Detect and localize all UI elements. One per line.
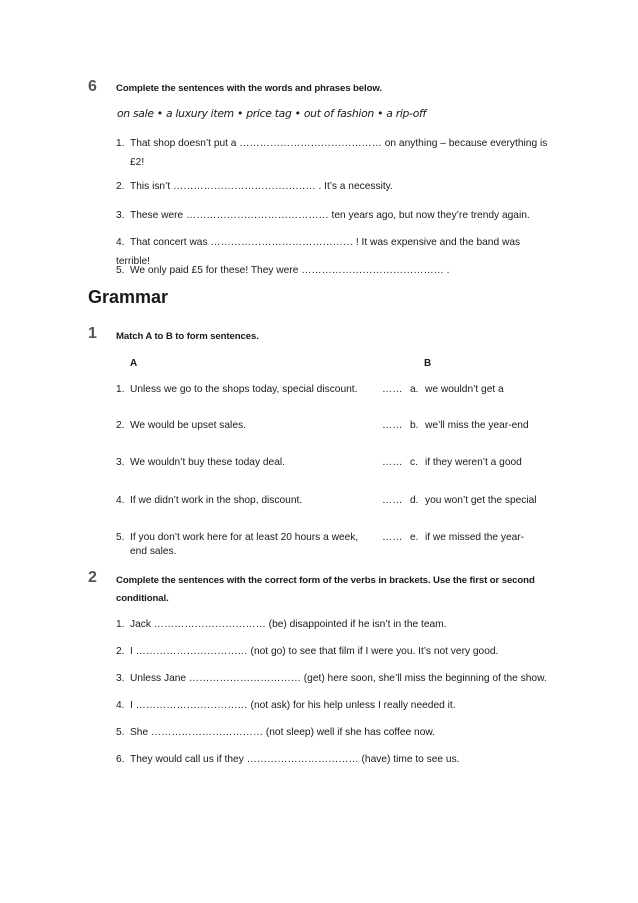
list-item xyxy=(116,669,556,688)
list-item xyxy=(116,206,556,225)
clause-b: if they weren’t a good xyxy=(425,457,522,468)
clause-a: If we didn’t work in the shop, discount. xyxy=(130,495,303,506)
column-header-a: A xyxy=(130,358,138,369)
item-number: 1. xyxy=(116,619,125,630)
clause-b: if we missed the year- xyxy=(425,532,525,543)
item-number: 2. xyxy=(116,420,125,431)
item-text: These were …………………………………… ten years ago, but now they’re trendy again. xyxy=(130,210,530,221)
answer-blank: …… xyxy=(382,495,403,506)
answer-blank: …… xyxy=(382,384,403,395)
option-letter: a. xyxy=(410,384,419,395)
clause-b: we’ll miss the year-end xyxy=(425,420,529,431)
answer-blank: …… xyxy=(382,457,403,468)
item-text: They would call us if they …………………………… (have) time to see us. xyxy=(130,754,460,765)
column-header-b: B xyxy=(424,358,432,369)
item-number: 1. xyxy=(116,138,125,149)
item-text: We only paid £5 for these! They were …………………………………… . xyxy=(130,265,450,276)
item-number: 2. xyxy=(116,181,125,192)
item-text: I …………………………… (not go) to see that film if I were you. It’s not very good. xyxy=(130,646,499,657)
item-text: That shop doesn’t put a …………………………………… on anything – because everything is xyxy=(130,138,548,149)
list-item xyxy=(116,177,556,196)
option-letter: e. xyxy=(410,532,419,543)
list-item xyxy=(116,723,556,742)
list-item xyxy=(116,615,556,634)
option-letter: d. xyxy=(410,495,419,506)
list-item xyxy=(116,134,556,172)
exercise-instruction: Match A to B to form sentences. xyxy=(116,331,259,342)
exercise-number: 1 xyxy=(88,325,97,342)
match-row xyxy=(116,531,556,565)
clause-b: you won’t get the special xyxy=(425,495,537,506)
item-number: 2. xyxy=(116,646,125,657)
list-item xyxy=(116,696,556,715)
item-text: Jack …………………………… (be) disappointed if he isn’t in the team. xyxy=(130,619,447,630)
item-text-continuation: £2! xyxy=(130,157,145,168)
list-item xyxy=(116,750,556,769)
item-number: 3. xyxy=(116,210,125,221)
answer-blank: …… xyxy=(382,532,403,543)
clause-b: we wouldn’t get a xyxy=(425,384,504,395)
item-number: 1. xyxy=(116,384,125,395)
match-row xyxy=(116,383,556,417)
item-number: 5. xyxy=(116,265,125,276)
clause-a: We would be upset sales. xyxy=(130,420,246,431)
answer-blank: …… xyxy=(382,420,403,431)
item-text: Unless Jane …………………………… (get) here soon, she’ll miss the beginning of the show. xyxy=(130,673,547,684)
match-row xyxy=(116,494,556,528)
exercise-number: 6 xyxy=(88,78,97,95)
section-heading: Grammar xyxy=(88,287,169,307)
item-number: 6. xyxy=(116,754,125,765)
item-number: 3. xyxy=(116,457,125,468)
match-row xyxy=(116,419,556,453)
clause-a: We wouldn’t buy these today deal. xyxy=(130,457,285,468)
item-text: This isn’t …………………………………… . It’s a necessity. xyxy=(130,181,393,192)
word-bank: on sale • a luxury item • price tag • out of fashion • a rip-off xyxy=(117,107,427,120)
option-letter: c. xyxy=(410,457,418,468)
item-number: 5. xyxy=(116,727,125,738)
item-text: She …………………………… (not sleep) well if she has coffee now. xyxy=(130,727,435,738)
exercise-number: 2 xyxy=(88,569,97,586)
item-text: That concert was …………………………………… ! It was expensive and the band was terrible! xyxy=(116,237,521,267)
match-row xyxy=(116,456,556,490)
item-text: I …………………………… (not ask) for his help unless I really needed it. xyxy=(130,700,456,711)
exercise-instruction: Complete the sentences with the correct form of the verbs in brackets. Use the first or second conditional. xyxy=(116,575,535,604)
item-number: 5. xyxy=(116,532,125,543)
item-number: 4. xyxy=(116,495,125,506)
item-number: 3. xyxy=(116,673,125,684)
list-item xyxy=(116,642,556,661)
exercise-instruction: Complete the sentences with the words and phrases below. xyxy=(116,83,382,94)
item-number: 4. xyxy=(116,237,125,248)
list-item xyxy=(116,261,556,280)
clause-a: If you don’t work here for at least 20 hours a week, end sales. xyxy=(130,532,359,557)
item-number: 4. xyxy=(116,700,125,711)
option-letter: b. xyxy=(410,420,419,431)
clause-a: Unless we go to the shops today, special discount. xyxy=(130,384,358,395)
